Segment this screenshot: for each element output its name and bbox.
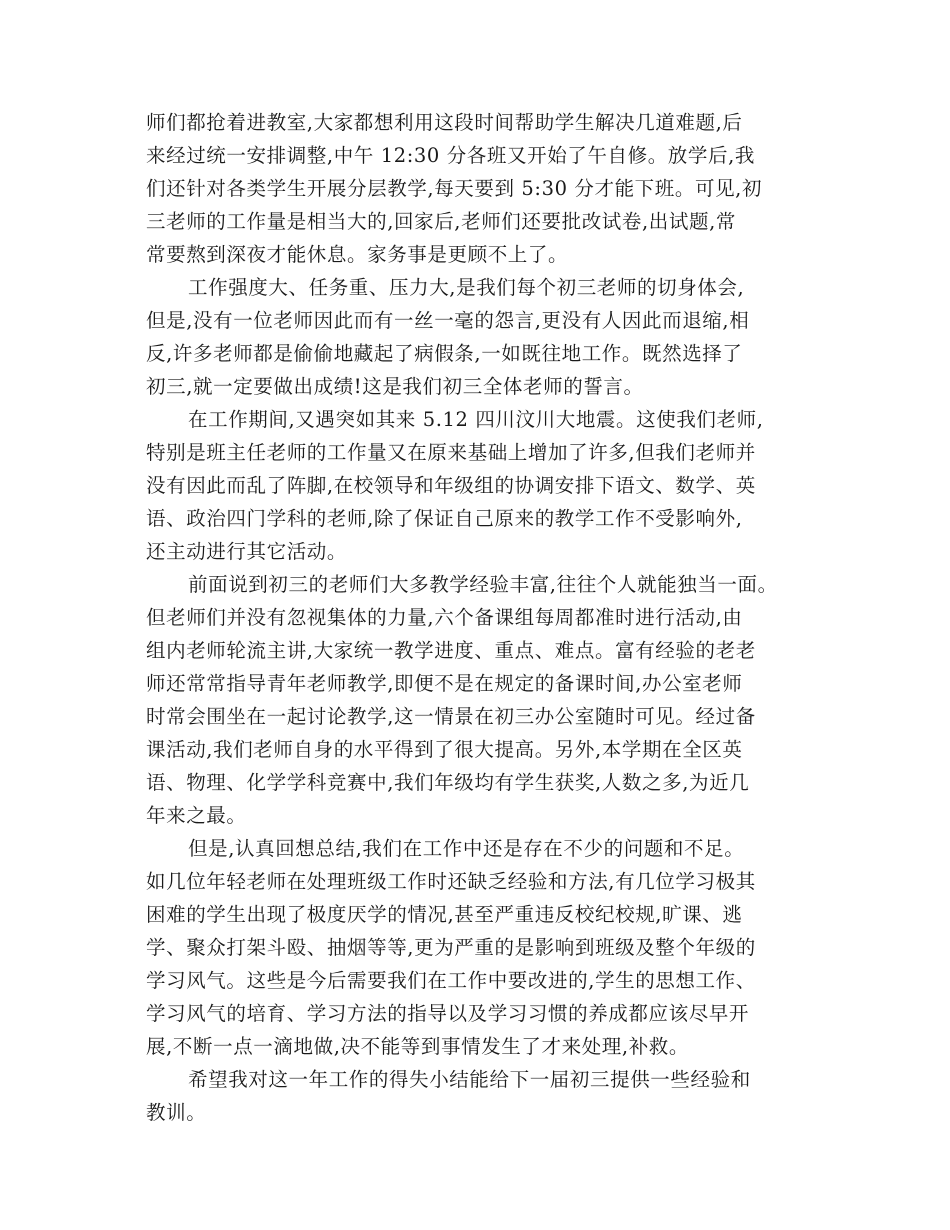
- text-line: 来经过统一安排调整,中午 12:30 分各班又开始了午自修。放学后,我: [146, 144, 755, 167]
- text-line: 三老师的工作量是相当大的,回家后,老师们还要批改试卷,出试题,常: [146, 210, 736, 233]
- text-line: 学习风气。这些是今后需要我们在工作中要改进的,学生的思想工作、: [146, 969, 756, 992]
- text-line: 语、物理、化学学科竞赛中,我们年级均有学生获奖,人数之多,为近几: [146, 771, 750, 794]
- text-line: 课活动,我们老师自身的水平得到了很大提高。另外,本学期在全区英: [146, 738, 743, 761]
- text-line: 师还常常指导青年老师教学,即便不是在规定的备课时间,办公室老师: [146, 672, 743, 695]
- text-line: 特别是班主任老师的工作量又在原来基础上增加了许多,但我们老师并: [146, 441, 756, 464]
- text-line: 时常会围坐在一起讨论教学,这一情景在初三办公室随时可见。经过备: [146, 705, 756, 728]
- text-line: 希望我对这一年工作的得失小结能给下一届初三提供一些经验和: [188, 1068, 751, 1091]
- text-line: 但老师们并没有忽视集体的力量,六个备课组每周都准时进行活动,由: [146, 606, 743, 629]
- text-line: 前面说到初三的老师们大多教学经验丰富,往往个人就能独当一面。: [188, 573, 778, 596]
- text-line: 初三,就一定要做出成绩!这是我们初三全体老师的誓言。: [146, 375, 644, 398]
- text-line: 但是,没有一位老师因此而有一丝一毫的怨言,更没有人因此而退缩,相: [146, 309, 750, 332]
- text-line: 年来之最。: [146, 804, 247, 827]
- text-line: 语、政治四门学科的老师,除了保证自己原来的教学工作不受影响外,: [146, 507, 743, 530]
- text-line: 组内老师轮流主讲,大家统一教学进度、重点、难点。富有经验的老老: [146, 639, 756, 662]
- text-line: 学、聚众打架斗殴、抽烟等等,更为严重的是影响到班级及整个年级的: [146, 936, 756, 959]
- text-line: 困难的学生出现了极度厌学的情况,甚至严重违反校纪校规,旷课、逃: [146, 903, 743, 926]
- paragraph: [146, 403, 810, 568]
- paragraph: [146, 106, 810, 271]
- paragraph: [146, 271, 810, 403]
- text-line: 师们都抢着进教室,大家都想利用这段时间帮助学生解决几道难题,后: [146, 111, 743, 134]
- paragraph: [146, 1063, 810, 1129]
- text-line: 还主动进行其它活动。: [146, 540, 348, 563]
- text-line: 学习风气的培育、学习方法的指导以及学习习惯的养成都应该尽早开: [146, 1002, 750, 1025]
- text-line: 常要熬到深夜才能休息。家务事是更顾不上了。: [146, 243, 569, 266]
- text-line: 反,许多老师都是偷偷地藏起了病假条,一如既往地工作。既然选择了: [146, 342, 743, 365]
- paragraph: [146, 568, 810, 832]
- text-line: 教训。: [146, 1101, 207, 1124]
- text-line: 没有因此而乱了阵脚,在校领导和年级组的协调安排下语文、数学、英: [146, 474, 756, 497]
- text-line: 们还针对各类学生开展分层教学,每天要到 5:30 分才能下班。可见,初: [146, 177, 763, 200]
- paragraph: [146, 832, 810, 1063]
- document-body: [146, 106, 810, 1129]
- text-line: 工作强度大、任务重、压力大,是我们每个初三老师的切身体会,: [188, 276, 745, 299]
- text-line: 在工作期间,又遇突如其来 5.12 四川汶川大地震。这使我们老师,: [188, 408, 764, 431]
- text-line: 但是,认真回想总结,我们在工作中还是存在不少的问题和不足。: [188, 837, 745, 860]
- text-line: 如几位年轻老师在处理班级工作时还缺乏经验和方法,有几位学习极其: [146, 870, 756, 893]
- text-line: 展,不断一点一滴地做,决不能等到事情发生了才来处理,补救。: [146, 1035, 689, 1058]
